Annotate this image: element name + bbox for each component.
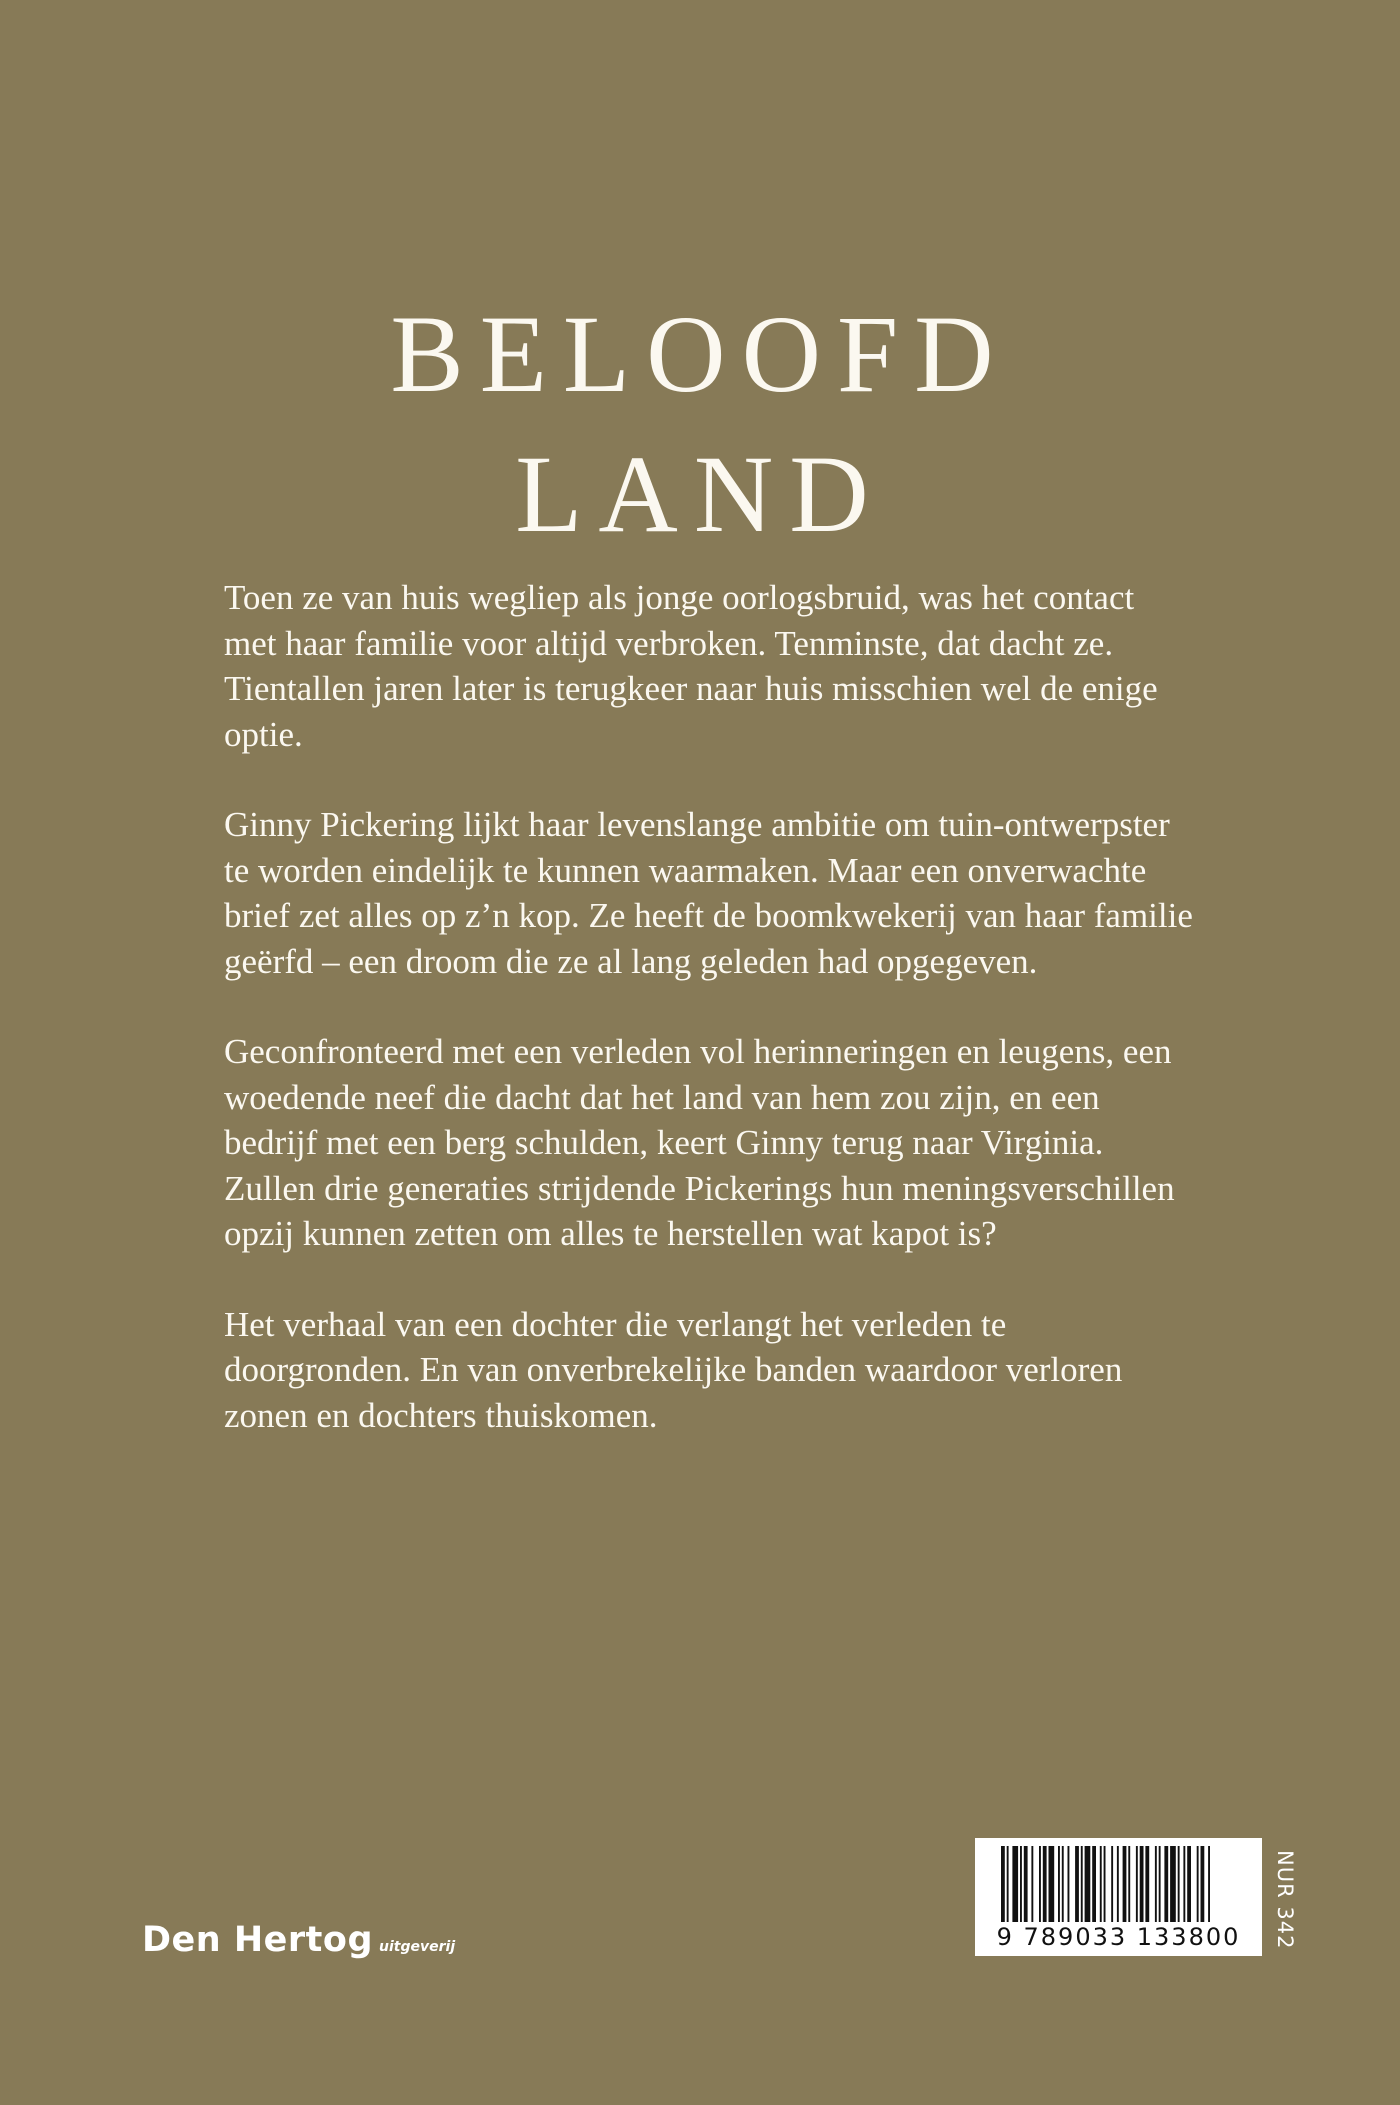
barcode-bar (1085, 1846, 1091, 1922)
barcode-bar (1178, 1846, 1180, 1922)
publisher-logo (142, 1920, 455, 1960)
barcode-bar (1117, 1846, 1119, 1922)
barcode-bar (1155, 1846, 1157, 1922)
blurb-paragraph-4: Het verhaal van een dochter die verlangt het verleden te doorgronden. En van onverbrekelijke banden waardoor verloren zonen en dochters thuiskomen. (224, 1304, 1123, 1435)
barcode-bar (1039, 1846, 1041, 1922)
barcode-bar (1068, 1846, 1070, 1922)
barcode-bar (1145, 1846, 1149, 1922)
barcode-bar (1187, 1846, 1191, 1922)
barcode-bar (1075, 1846, 1079, 1922)
barcode-bar (1062, 1846, 1064, 1922)
barcode-bar (1007, 1846, 1009, 1922)
barcode-bar (1136, 1846, 1138, 1922)
blurb-paragraph-1: Toen ze van huis wegliep als jonge oorlogsbruid, was het contact met haar familie voor altijd verbroken. Tenminste, dat dacht ze. Tientallen jaren later is terugkeer naar huis misschien wel de enige optie. (224, 578, 1158, 754)
barcode-bar (1128, 1846, 1130, 1922)
barcode-bar (1123, 1846, 1127, 1922)
barcode-bar (1043, 1846, 1047, 1922)
blurb-paragraph-2: Ginny Pickering lijkt haar levenslange ambitie om tuin-ontwerpster te worden eindelijk te kunnen waarmaken. Maar een onverwachte brief zet alles op z’n kop. Ze heeft de boomkwekerij van haar familie geërfd – een droom die ze al lang geleden had opgegeven. (224, 805, 1193, 981)
nur-code (1273, 1850, 1299, 1960)
barcode-bar (1049, 1846, 1055, 1922)
barcode-bar (1100, 1846, 1102, 1922)
barcode-bar (1170, 1846, 1176, 1922)
blurb-paragraph-3: Geconfronteerd met een verleden vol herinneringen en leugens, een woedende neef die dacht dat het land van hem zou zijn, en een bedrijf met een berg schulden, keert Ginny terug naar Virginia. Zullen drie generaties strijdende Pickerings hun meningsverschillen opzij kunnen zetten om alles te herstellen wat kapot is? (224, 1032, 1175, 1253)
barcode-bar (1031, 1846, 1033, 1922)
barcode-bar (1201, 1846, 1205, 1922)
barcode-bar (1140, 1846, 1144, 1922)
barcode-bar (1183, 1846, 1185, 1922)
barcode (975, 1838, 1262, 1956)
title-line-1: BELOOFD (390, 292, 1010, 415)
book-title (0, 284, 1400, 564)
blurb (224, 575, 1194, 1483)
barcode-bar (1159, 1846, 1161, 1922)
barcode-bar (1197, 1846, 1199, 1922)
barcode-bar (1092, 1846, 1096, 1922)
barcode-bar (1058, 1846, 1060, 1922)
barcode-bar (1024, 1846, 1028, 1922)
publisher-name: Den Hertog (142, 1920, 374, 1960)
barcode-bar (1164, 1846, 1168, 1922)
barcode-bar (1208, 1846, 1210, 1922)
barcode-bar (1020, 1846, 1022, 1922)
barcode-bar (1001, 1846, 1005, 1922)
barcode-bar (1081, 1846, 1083, 1922)
barcode-bar (1104, 1846, 1106, 1922)
barcode-bar (1012, 1846, 1018, 1922)
publisher-sub: uitgeverij (379, 1939, 456, 1955)
title-line-2: LAND (515, 432, 885, 555)
isbn-number: 9 789033 133800 (996, 1923, 1241, 1951)
barcode-bar (1111, 1846, 1113, 1922)
nur-label: NUR 342 (1273, 1850, 1297, 1950)
